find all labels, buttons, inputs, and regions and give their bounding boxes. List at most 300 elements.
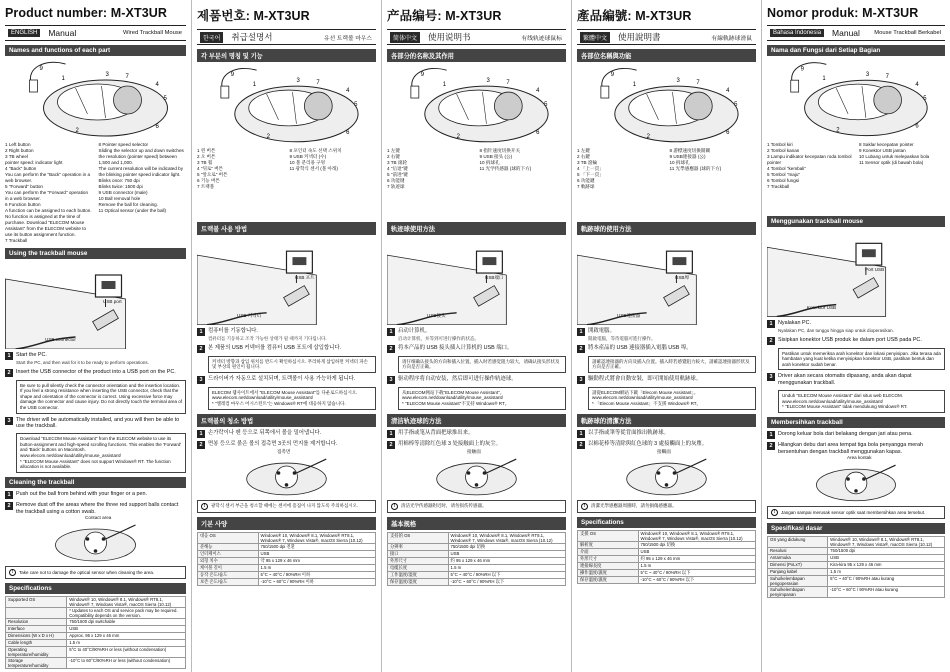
svg-text:6: 6 [155,124,159,130]
spec-value: USB [638,548,755,555]
part-item: 5 "Forward" button [5,184,43,189]
spec-key: 보존 온도/습도 [198,578,259,585]
table-row [768,537,945,548]
svg-text:7: 7 [125,74,129,80]
part-item: 10 Lubang untuk melepaskan bola [859,154,930,159]
spec-key: 連接線長度 [578,562,639,569]
language-column [762,0,950,672]
usb-port-label: USB埠 [675,275,690,280]
clean-step-1 [197,430,376,438]
manual-label: 취급설명서 [231,32,273,42]
svg-text:2: 2 [646,133,650,140]
cleaning-warning [5,566,186,579]
part-item: Remove the ball for cleaning. [98,202,158,207]
parts-left [387,148,474,218]
spec-value: 750/1500 dpi 切換 [638,541,755,548]
step-2-note: Be sure to pull silently check the connector orientation and the insertion location. If you feel a strong resistance when inserting the USB connector, check that the shape and orientation of the connector is correct. Using excessive force may damage the connector and cause injury. Do not directly touch the terminal area of the USB connector. [16,380,186,414]
cleaning-warning [387,500,566,513]
step-3-footnote: * "ELECOM Mouse Assistant"不支持 Windows® RT。 [402,400,510,406]
step-number: 1 [767,431,775,439]
svg-text:7: 7 [885,74,889,81]
step-text: 면봉 등으로 붉은 볼의 접촉면 3곳의 먼지를 제거합니다. [208,440,338,447]
spec-key: 解析度 [578,541,639,548]
spec-key: 工作温度/湿度 [388,571,449,578]
part-item: 4 "后退"键 [387,166,408,171]
clean-step-1 [5,491,186,499]
section-clean-heading: 트랙볼의 청소 방법 [197,414,376,427]
spec-key: 外形尺寸 [578,555,639,562]
parts-right [290,148,377,218]
step-number: 3 [5,417,13,425]
spec-value: 約 95 x 129 x 46 mm [638,555,755,562]
table-row [6,619,186,626]
trackball-mouse-diagram [767,56,945,140]
table-row [388,564,566,571]
step-3 [767,373,945,387]
part-item: 8 Saklar kecepatan pointer [859,142,914,147]
usb-connector-label: Konektor USB [807,305,837,310]
step-number: 2 [767,337,775,345]
step-text: Push out the ball from behind with your finger or a pen. [16,490,147,497]
step-number: 2 [5,502,13,510]
table-row [768,548,945,555]
svg-text:5: 5 [734,101,738,108]
contact-area-label: 接触面 [467,448,481,454]
spec-key: Antarmuka [768,555,828,562]
table-row [578,569,756,576]
step-text: 컴퓨터를 기동합니다. [208,328,258,334]
part-item: 6 功能鍵 [577,178,595,183]
section-using-heading: Using the trackball mouse [5,248,186,259]
spec-value: Windows® 10, Windows® 8.1, Windows® RT8.1, Windows® 7, Windows Vista®, macOS Sierra (10.12) [828,537,945,548]
step-text: 以手指或筆等從背面推出軌跡球。 [588,429,669,436]
part-item: 11 광학식 센서 (볼 아래) [289,166,338,171]
spec-key: Interface [6,626,67,633]
part-item: You can perform the "Forward" operation in a web browser. [5,190,89,201]
step-1 [5,352,186,360]
parts-left [577,148,664,218]
clean-step-2 [387,441,566,449]
product-title: 有線軌跡球滑鼠 [711,35,752,42]
step-text: Nyalakan PC. [778,320,811,326]
step-3-footnote: * "ELECOM Mouse Assistant" does not support Windows® RT. The function allocation is not available. [20,458,171,470]
manual-label: Manual [832,28,860,38]
trackball-mouse-diagram [197,62,376,146]
step-2-note: Pastikan untuk memeriksa arah konektor dan lokasi penyisipan. Jika terasa ada hambatan yang kuat ketika menyisipkan konektor USB, pastikan bentuk dan arah konektor sudah benar. [778,348,945,371]
part-item: 6 Tombol fungsi [767,178,800,183]
trackball-mouse-diagram [387,62,566,146]
contact-area-label: 接觸面 [657,448,671,454]
section-clean-heading: Cleaning the trackball [5,477,186,488]
svg-text:7: 7 [696,80,700,87]
part-item: 8 Pointer speed selector [98,142,149,147]
usb-connection-diagram [5,259,186,349]
usb-connector-label: USB連接器 [617,313,641,318]
warning-icon: ! [9,569,16,576]
table-row [6,597,186,608]
table-row [388,557,566,564]
section-parts-heading: 각 부분의 명칭 및 기능 [197,49,376,62]
svg-text:9: 9 [39,66,43,72]
svg-text:2: 2 [266,133,270,140]
spec-value: 5°C ~ 40°C / 90%RH 이하 [258,571,375,578]
clean-step-1 [767,431,945,439]
spec-key: 인터페이스 [198,550,259,557]
part-item: Blinks once: 750 dpi [98,178,140,183]
trackball-mouse-diagram [5,56,186,140]
step-text: Dorong keluar bola dari belakang dengan jari atau pena. [778,430,913,437]
table-row [6,647,186,658]
parts-list [387,148,566,218]
parts-right [670,148,757,218]
part-item: 5 "前进"键 [387,172,408,177]
svg-text:6: 6 [346,129,350,136]
clean-step-2 [197,441,376,449]
clean-step-2 [767,442,945,456]
step-2 [767,337,945,345]
section-using-heading: 轨迹球使用方法 [387,222,566,235]
parts-list [767,142,945,212]
parts-right [480,148,567,218]
step-number: 1 [197,430,205,438]
section-clean-heading: 軌跡球的清潔方法 [577,414,756,427]
usb-connector-label: USB接头 [427,313,446,318]
part-item: 3 TB 휠 [197,160,213,165]
step-3-note [208,387,376,410]
part-item: 9 USB 커넥터 (수) [289,154,327,159]
step-text: 将本产品的 USB 接头插入计算机的 USB 端口。 [398,344,513,351]
step-number: 3 [767,373,775,381]
section-spec-heading: 기본 사양 [197,517,376,530]
spec-key: 保存溫度/濕度 [578,576,639,583]
table-row [198,578,376,585]
part-item: 2 Right button [5,148,34,153]
spec-value: 1.5 m [258,564,375,571]
section-spec-heading: 基本规格 [387,517,566,530]
spec-key: Suhu/kelembapan penyimpanan [768,587,828,598]
cleaning-figure [767,455,945,503]
warning-text: 광학식 센서 부근을 청소할 때에는 센서에 흠집이 나지 않도록 주의하십시오. [211,503,359,509]
part-item: 4 Tombol "kembali" [767,166,806,171]
language-column [0,0,192,672]
part-item: Blinks twice: 1500 dpi [98,184,143,189]
step-text: 启动计算机。 [398,328,431,334]
part-item: 11 光學感應器 (球的下方) [669,166,722,171]
svg-text:4: 4 [155,82,159,88]
trackball-mouse-diagram [577,62,756,146]
table-row [6,633,186,640]
step-number: 2 [197,441,205,449]
step-3-note [778,390,945,413]
svg-text:1: 1 [252,82,257,89]
table-row [198,564,376,571]
svg-text:3: 3 [865,72,870,79]
part-item: 6 Function button [5,202,41,207]
part-item: 11 Optical sensor (under the ball) [98,208,167,213]
part-item: A function can be assigned to each button. No function is assigned at the time of purchase. Download "ELECOM Mouse Assistant" from the ELECOM website to use its button assignment function. [5,208,92,237]
step-number: 2 [577,441,585,449]
table-row [388,571,566,578]
part-item: 1 왼 버튼 [197,148,216,153]
cleaning-diagram [577,449,756,497]
step-text: 驅動程式將會自動安裝，即可開始使用軌跡球。 [588,375,702,382]
spec-value: 750/1500 dpi switchable [67,619,186,626]
table-row [388,578,566,585]
svg-text:3: 3 [296,78,300,85]
table-row [198,557,376,564]
section-clean-heading: Membersihkan trackball [767,417,945,428]
step-number: 1 [767,320,775,328]
table-row [388,543,566,550]
cleaning-diagram [387,449,566,497]
warning-text: Take care not to damage the optical sensor when cleaning the area. [19,570,155,576]
spec-value: 750/1500 dpi [828,548,945,555]
svg-text:5: 5 [163,96,167,102]
step-text: 驱动程序将自动安装，然后即可进行操作轨迹球。 [398,375,517,382]
part-item: 3 TB wheel [5,154,28,159]
step-3 [197,376,376,384]
svg-text:4: 4 [536,88,540,95]
step-1 [577,328,756,336]
table-row [578,530,756,541]
section-spec-heading: Specifications [5,583,186,594]
table-row [6,658,186,669]
svg-text:9: 9 [610,72,615,79]
step-number: 2 [577,345,585,353]
spec-key: Resolusi [768,548,828,555]
cleaning-warning [767,506,945,519]
spec-table [577,530,756,584]
step-text: 用棉棒等清除红色球 3 处接触面上的灰尘。 [398,440,502,447]
svg-text:7: 7 [316,80,320,87]
parts-list [5,142,186,244]
spec-value: 750/1500 dpi 전환 [258,543,375,550]
step-text: Hilangkan debu dari area tempat tiga bola penyangga merah bersentuhan dengan trackball menggunakan kapas. [778,441,924,455]
part-item: 5 「下一頁」 [577,172,604,177]
parts-list [577,148,756,218]
product-number: 產品編號: M-XT3UR [577,9,692,23]
section-using-heading: 트랙볼 사용 방법 [197,222,376,235]
spec-key [6,608,67,619]
product-number: 产品编号: M-XT3UR [387,9,502,23]
part-item: 5 Tombol "maju" [767,172,801,177]
part-item: Sliding the selector up and down switches the resolution (pointer speed) between 1,500 and 1,000. [98,148,184,165]
part-item: 3 TB 滾輪 [577,160,598,165]
spec-key: Operating temperature/humidity [6,647,67,658]
manual-header [5,25,186,41]
usb-figure [197,235,376,325]
step-1 [387,328,566,336]
spec-value: 750/1500 dpi 切换 [448,543,565,550]
spec-value: * Updates to each OS and service pack may be required. Compatibility depends on the version. [67,608,186,619]
product-number: 제품번호: M-XT3UR [197,9,310,23]
svg-text:4: 4 [726,88,730,95]
cleaning-diagram [5,515,186,563]
spec-key: 电缆长度 [388,564,449,571]
warning-icon: ! [391,503,398,510]
svg-text:9: 9 [420,72,425,79]
step-1 [197,328,376,336]
spec-key: 케이블 길이 [198,564,259,571]
step-number: 1 [577,430,585,438]
step-1-detail: Start the PC, and then wait for it to be ready to perform operations. [16,360,149,365]
spec-key: Panjang kabel [768,569,828,576]
spec-value: 5°C to 40°C/90%RH or less (without condensation) [67,647,186,658]
part-item: 9 USB connector (male) [98,190,148,195]
spec-value: -10°C ~ 60°C / 90%RH 以下 [638,576,755,583]
step-3-footnote: * "엘레컴 마우스 어시스턴트"는 Windows® RT에 대응하지 않습니다. [212,400,346,406]
svg-text:7: 7 [506,80,510,87]
part-item: 11 光学传感器 (球的下方) [479,166,532,171]
contact-area-label: 접촉면 [277,448,291,454]
section-parts-heading: 各部位名稱與功能 [577,49,756,62]
spec-key: 介面 [578,548,639,555]
step-number: 3 [197,376,205,384]
spec-key: 支援 OS [578,530,639,541]
parts-list [197,148,376,218]
spec-key: Supported OS [6,597,67,608]
part-item: 2 右键 [387,154,401,159]
part-item: 9 USB連接器 (公) [669,154,706,159]
parts-left [5,142,93,244]
spec-key: 동작 온도/습도 [198,571,259,578]
table-row [6,640,186,647]
mouse-figure [767,56,945,140]
part-item: 4 "Back" button [5,166,37,171]
usb-figure [767,227,945,317]
spec-value: 5°C ~ 40°C / 90%RH atau kurang [828,576,945,587]
svg-text:3: 3 [486,78,490,85]
spec-value: 1.5 m [67,640,186,647]
part-item: 7 트랙볼 [197,184,215,189]
part-item: 8 指针速度切换开关 [479,148,521,153]
table-row [768,569,945,576]
usb-connection-diagram [197,235,376,325]
usb-port-label: USB端口 [485,275,504,280]
part-item: 6 기능 버튼 [197,178,220,183]
product-number: Product number: M-XT3UR [5,6,168,20]
step-text: 以棉花棒等清除與紅色球的 3 處接觸面上的灰塵。 [588,440,708,447]
manual-header [387,29,566,45]
step-3-note [588,387,756,410]
part-item: 3 Lampu indikator kecepatan roda tombol pointer [767,154,852,165]
part-item: 8 游標速度切換開關 [669,148,711,153]
spec-value: USB [258,550,375,557]
step-3-detail: Download "ELECOM Mouse Assistant" from the ELECOM website to use its button-assignment and high-speed scrolling functions. This enables the 'Forward' and 'Back' buttons on Macintosh. www.elecom.net/download/utility/mouse_assistant/ [20,436,182,458]
step-text: 將本產品的 USB 連接器插入電腦 USB 埠。 [588,344,692,351]
spec-key: Suhu/kelembapan pengoperasian [768,576,828,587]
spec-value: USB [828,555,945,562]
step-2 [387,345,566,353]
part-item: 10 拆球孔 [479,160,500,165]
product-title: Mouse Trackball Berkabel [874,30,941,36]
cleaning-figure [387,449,566,497]
parts-left [767,142,853,212]
spec-value: -10°C ~ 60°C / 90%RH 以下 [448,578,565,585]
language-column [192,0,382,672]
svg-text:2: 2 [456,133,460,140]
svg-text:5: 5 [923,95,927,102]
svg-text:9: 9 [230,72,235,79]
part-item: 3 TB 滚轮 [387,160,408,165]
part-item: 9 Konektor USB jantan [859,148,906,153]
step-3-detail: 从ELECOM网站下载"ELECOM Mouse Assistant"。www.elecom.net/download/utility/mouse_assistant/ [402,389,505,401]
svg-text:2: 2 [75,128,79,134]
step-3-note [398,387,566,410]
spec-value: USB [67,626,186,633]
part-item: 8 포인터 속도 선택 스위치 [289,148,342,153]
spec-value: Windows® 10, Windows® 8.1, Windows® RT8.1, Windows® 7, Windows Vista®, macOS Sierra (10.12) [638,530,755,541]
step-1-detail: Nyalakan PC, dan tunggu hingga siap untuk dioperasikan. [778,328,894,333]
section-spec-heading: Spesifikasi dasar [767,523,945,534]
svg-text:5: 5 [544,101,548,108]
warning-text: 清潔光學感應器周圍時，請勿損傷感應器。 [591,503,677,509]
step-1 [767,320,945,328]
spec-key: 操作溫度/濕度 [578,569,639,576]
part-item: 6 功能键 [387,178,405,183]
step-number: 1 [577,328,585,336]
part-item: 7 轨迹球 [387,184,405,189]
language-column [572,0,762,672]
step-number: 1 [387,430,395,438]
product-title: Wired Trackball Mouse [123,30,182,36]
step-number: 3 [387,376,395,384]
part-item: 9 USB 接头 (公) [479,154,513,159]
section-using-heading: Menggunakan trackball mouse [767,216,945,227]
step-text: 用手指或笔从背面把球推出来。 [398,429,474,436]
warning-text: 清洁光学传感器附近时，请勿损伤传感器。 [401,503,487,509]
mouse-figure [197,62,376,146]
spec-key: Storage temperature/humidity [6,658,67,669]
spec-value: Windows® 10, Windows® 8.1, Windows® RT8.1, Windows® 7, Windows Vista®, macOS Sierra (10.12) [67,597,186,608]
step-text: 본 제품의 USB 커넥터를 컴퓨터 USB 포트에 삽입합니다. [208,344,342,351]
svg-text:4: 4 [915,82,919,89]
usb-connection-diagram [577,235,756,325]
warning-icon: ! [201,503,208,510]
usb-figure [387,235,566,325]
step-1-detail: 컴퓨터를 기동하고 조작 가능한 상태가 될 때까지 기다립니다. [208,336,327,341]
manual-label: Manual [48,28,77,38]
step-number: 2 [387,441,395,449]
spec-value: 5°C ~ 40°C / 90%RH 以下 [638,569,755,576]
step-3-footnote: * 「Elecom Mouse Assistant」不支援 Windows® RT。 [592,400,702,406]
step-1-detail: 開啟電腦，等待電腦可進行操作。 [588,336,656,341]
cleaning-figure [5,515,186,563]
spec-key: 분해능 [198,543,259,550]
spec-value: 1,5 m [828,569,945,576]
usb-connection-diagram [767,227,945,317]
contact-area-label: Contact area [85,515,112,521]
step-2-note: 請確認連接器的方向及插入位置。插入時若感覺阻力較大，請確認連接器形狀及方向是否正確。 [588,356,756,373]
part-item: You can perform the "Back" operation in a web browser. [5,172,91,183]
step-text: Remove dust off the areas where the three red support balls contact the trackball using a cotton swab. [16,501,179,515]
part-item: 1 左键 [387,148,401,153]
usb-figure [5,259,186,349]
step-3-footnote: * "ELECOM Mouse Assistant" tidak mendukung Windows® RT. [782,404,908,410]
spec-key: Dimensi (PxLxT) [768,562,828,569]
spec-value: 5°C ~ 40°C / 90%RH 以下 [448,571,565,578]
spec-value: 1.5 m [638,562,755,569]
step-number: 2 [767,442,775,450]
table-row [388,532,566,543]
step-text: The driver will be automatically installed, and you will then be able to use the trackball. [16,416,180,430]
step-2 [577,345,756,353]
step-text: 드라이버가 자동으로 설치되며, 트랙볼이 사용 가능하게 됩니다. [208,375,356,382]
spec-key: 외형 치수 [198,557,259,564]
section-parts-heading: 各部分的名称及其作用 [387,49,566,62]
part-item: 4 「上一頁」 [577,166,604,171]
step-number: 2 [387,345,395,353]
